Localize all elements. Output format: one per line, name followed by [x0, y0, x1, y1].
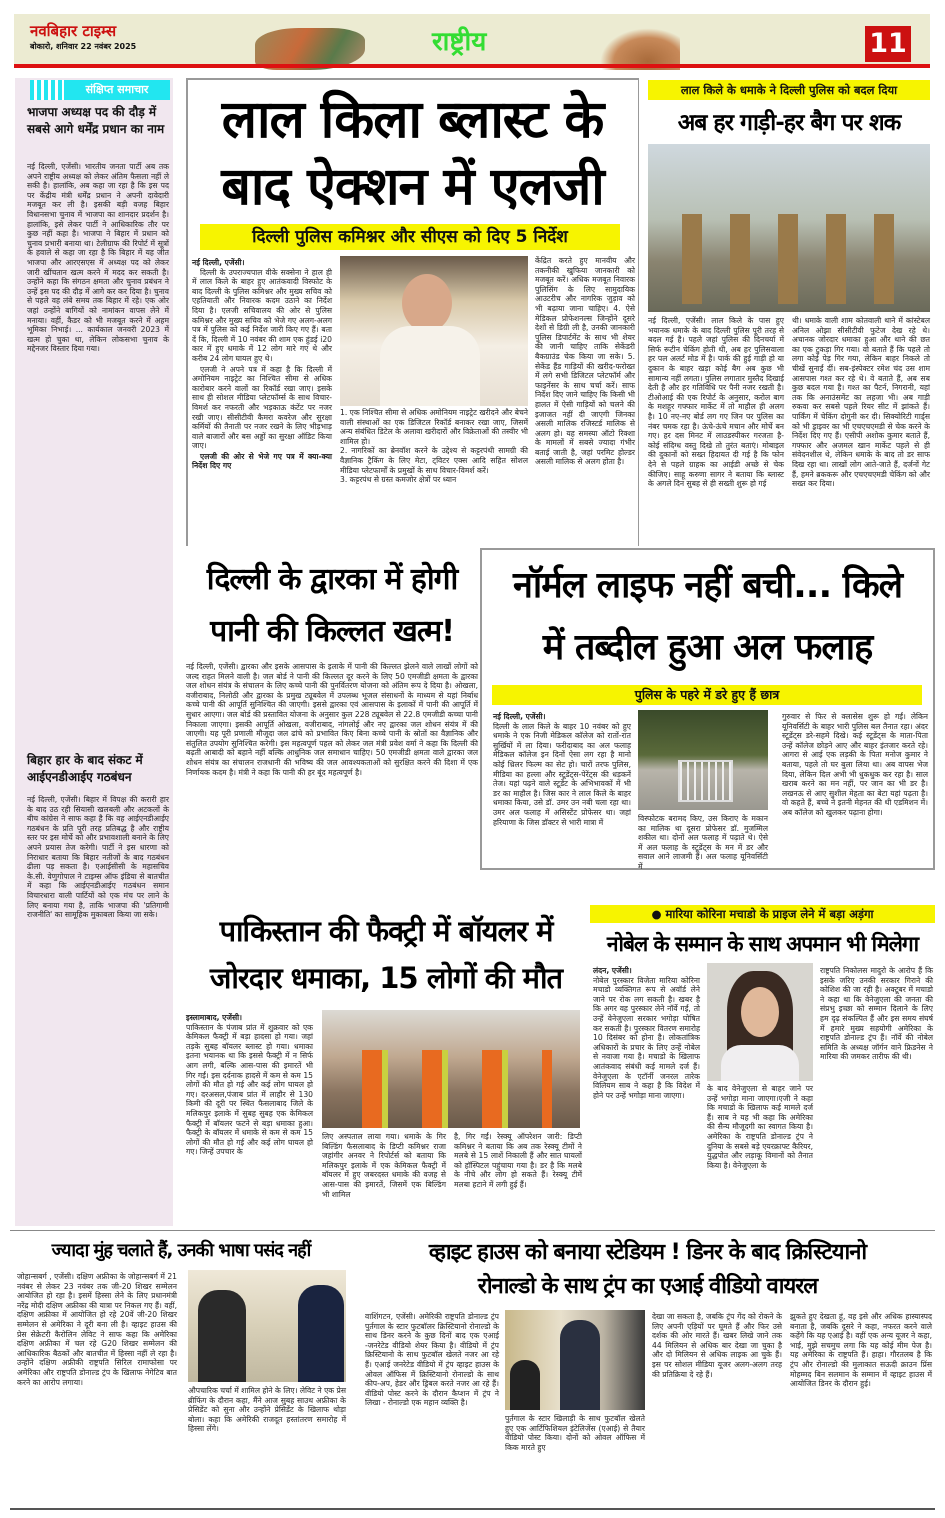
briefs-label: संक्षिप्त समाचार: [64, 80, 170, 100]
nobel-body-col3: राष्ट्रपति निकोलस मादुरो के आरोप हैं कि इसके जरिए उनकी सरकार गिराने की कोशिश की जा रही है। अक्टूबर में मचाडो ने कहा था कि वेनेजुएला की जनता की संप्रभु इच्छा को सम्मान दिलाने के लिए हम दृढ़ संकल्पित हैं और इस समय संघर्ष में हमारे मुख्य सहयोगी अमेरिका के राष्ट्रपति डोनाल्ड ट्रंप हैं। नॉर्वे की नोबेल समिति के अध्यक्ष जॉर्गन वाने फ्रिडनेस ने मारिया की जमकर तारीफ की थी।: [820, 966, 933, 1062]
alfalah-body-col3: गुरुवार से फिर से क्लासेस शुरू हो गईं। लेकिन यूनिवर्सिटी के बाहर भारी पुलिस बल तैनात रहा। अंदर स्टूडेंट्स डरे-सहमे दिखे। कई स्टूडेंट्स के माता-पिता उन्हें कॉलेज छोड़ने आए और बाहर इंतजार करते रहे। आगरा से आई एक लड़की के पिता मनोज कुमार ने बताया, पहले तो घर बुला लिया था। अब वापस भेज दिया, लेकिन दिल अभी भी धुकधुक कर रहा है। साल खराब करने का मन नहीं, पर जान का भी डर है। लखनऊ से आए सुशील मेहता का बेटा यहां पढ़ता है। वो कहते हैं, बच्चे ने इतनी मेहनत की थी एडमिशन में। अब कॉलेज को खुलकर पढ़ाना होगा।: [782, 712, 928, 817]
police-kicker: लाल किले के धमाके ने दिल्ली पुलिस को बदल दिया: [648, 80, 930, 100]
dateline: बोकारो, शनिवार 22 नवंबर 2025: [30, 42, 137, 51]
ronaldo-figure: [510, 1360, 540, 1410]
alfalah-subhead: पुलिस के पहरे में डरे हुए हैं छात्र: [492, 685, 922, 705]
ronaldo-body-col2: देखा जा सकता है, जबकि ट्रंप गेंद को रोकने के लिए अपनी एड़ियों पर घूमते हैं और फिर उसे दर्शक की ओर मारते हैं। खबर लिखे जाने तक 44 मिलियन से अधिक बार देखा जा चुका है और दो मिलियन से अधिक लाइक आ चुके हैं। इस पर सोशल मीडिया यूजर अलग-अलग तरह की प्रतिक्रिया दे रहे हैं।: [652, 1312, 782, 1379]
pakistan-headline: पाकिस्तान की फैक्ट्री में बॉयलर में: [219, 914, 553, 948]
ramaphosa-trump-photo: [188, 1270, 346, 1382]
page-number: 11: [865, 26, 911, 62]
page-bottom-rule: [10, 1508, 935, 1510]
instruction-item: 1. एक निश्चित सीमा से अधिक अमोनियम नाइट्रेट खरीदने और बेचने वाली संस्थाओं का एक डिजिटल रिकॉर्ड बनाकर रखा जाए, जिसमें अन्य संबंधित डिटेल के अलावा खरीदारों और विक्रेताओं की तस्वीर भी शामिल हो।: [340, 408, 528, 446]
police-officers: [668, 214, 908, 304]
lalkila-instructions: [340, 408, 528, 550]
blouse: [721, 1045, 799, 1081]
face: [741, 987, 779, 1037]
lalkila-headline-2: बाद ऐक्शन में एलजी: [221, 157, 604, 217]
nobel-kicker-text: मारिया कोरिना मचाडो के प्राइज लेने में बड़ा अड़ंगा: [665, 907, 874, 921]
bullet-icon: ●: [651, 907, 666, 921]
nobel-body-col1: [593, 966, 700, 1224]
jacket: [380, 326, 480, 406]
paragraph: पाकिस्तान के पंजाब प्रांत में शुक्रवार को एक केमिकल फैक्ट्री में बड़ा हादसा हो गया। जहां तड़के सुबह बॉयलर ब्लास्ट हो गया। धमाका इतना भयानक था कि इससे फैक्ट्री में न सिर्फ आग लगी, बल्कि आस-पास की इमारतें भी गिर गईं। इस दर्दनाक हादसे में कम से कम 15 लोगों की मौत हो गई और कई लोग घायल हो गए। दरअसल,पंजाब प्रांत में लाहौर से 130 किमी की दूरी पर स्थित फैसलाबाद जिले के मलिकपुर इलाके में सुबह सुबह एक केमिकल फैक्ट्री में बॉयलर फटने से बड़ा धमाका हुआ। फैक्ट्री के बॉयलर में धमाके से कम से कम 15 लोगों की मौत हो गई और कई लोग घायल हो गए। जिन्हें उपचार के: [186, 1022, 313, 1157]
person-right: [298, 1285, 344, 1382]
rescue-workers: [352, 1050, 552, 1128]
section-divider: [10, 1230, 935, 1231]
paragraph: नोबेल पुरस्कार विजेता मारिया कोरिना मचाडो व्यक्तिगत रूप से अवॉर्ड लेने जाने पर रोक लग सकती है। खबर है कि अगर वह पुरस्कार लेने नॉर्वे गईं, तो उन्हें वेनेजुएला सरकार भगोड़ा घोषित कर सकती है। पुरस्कार वितरण समारोह 10 दिसंबर को होना है। लोकतांत्रिक अधिकारों के प्रचार के लिए उन्हें नोबेल से नवाजा गया है। मचाडो के खिलाफ आतंकवाद संबंधी कई मामले दर्ज हैं। वेनेजुएला के एटॉर्नी जनरल तारेक विलियम साब ने कहा है कि विदेश में होने पर उन्हें भगोड़ा माना जाएगा।: [593, 975, 700, 1100]
paragraph: एलजी की ओर से भेजे गए पत्र में क्या-क्या निर्देश दिए गए: [192, 451, 332, 471]
pakistan-body-col3: है, गिर गईं। रेस्क्यू ऑपरेशन जारी: डिप्टी कमिश्नर ने बताया कि अब तक रेस्क्यू टीमों ने मलबे से 15 लाशें निकाली हैं और सात घायलों को हॉस्पिटल पहुंचाया गया है। डर है कि मलबे के नीचे और लोग हो सकते हैं। रेस्क्यू टीमें मलबा हटाने में लगी हुई हैं।: [454, 1132, 582, 1189]
pakistan-dateline: इस्लामाबाद, एजेंसी।: [186, 1013, 242, 1022]
police-checking-photo: [648, 144, 930, 312]
trump-ronaldo-ai-video-still: [505, 1310, 645, 1410]
face: [402, 274, 452, 332]
dwarka-headline: दिल्ली के द्वारका में होगी: [206, 562, 458, 597]
safrica-body-col1: जोहान्सबर्ग , एजेंसी। दक्षिण अफ्रीका के जोहान्सबर्ग में 21 नवंबर से लेकर 23 नवंबर तक जी-20 शिखर सम्मेलन आयोजित हो रहा है। इसमें हिस्सा लेने के लिए प्रधानमंत्री नरेंद्र मोदी दक्षिण अफ्रीका की यात्रा पर निकल गए हैं। वहीं, दक्षिण अफ्रीका में आयोजित हो रहे 20वें जी-20 शिखर सम्मेलन से अमेरिका ने दूरी बना ली है। व्हाइट हाउस की प्रेस सेक्रेटरी कैरोलिन लेविट ने साफ कहा कि अमेरिका दक्षिण अफ्रीका में चल रहे G20 शिखर सम्मेलन की आधिकारिक बैठकों और बातचीत में हिस्सा नहीं ले रहा है। उन्होंने दक्षिण अफ्रीकी राष्ट्रपति सिरिल रामाफोसा पर अमेरिका और राष्ट्रपति डोनाल्ड ट्रंप के खिलाफ नेगेटिव बात करने का आरोप लगाया।: [17, 1272, 177, 1387]
machado-photo: [707, 963, 813, 1081]
paragraph: दिल्ली के लाल किले के बाहर 10 नवंबर को हुए धमाके ने एक निजी मेडिकल कॉलेज को रातों-रात सुर्खियों में ला दिया। फरीदाबाद का अल फलाह मेडिकल कॉलेज इन दिनों ऐसा लग रहा है मानो कोई थ्रिलर फिल्म का सेट हो। चारों तरफ पुलिस, मीडिया का हल्ला और स्टूडेंट्स-पेरेंट्स की धड़कनें तेज। यहां पढ़ने वाले स्टूडेंट के अभिभावकों में भी डर का माहौल है। जिस कार ने लाल किले के बाहर धमाका किया, उसे डॉ. उमर उन नबी चला रहा था। उमर अल फलाह में असिस्टेंट प्रोफेसर था। जहां हरियाणा के जिस डॉक्टर से भारी मात्रा में: [493, 721, 631, 827]
lalkila-subhead: दिल्ली पुलिस कमिश्नर और सीएस को दिए 5 निर्देश: [200, 224, 620, 250]
police-headline: अब हर गाड़ी-हर बैग पर शक: [677, 110, 901, 136]
alfalah-dateline: नई दिल्ली, एजेंसी।: [493, 712, 546, 721]
pakistan-headline-2: जोरदार धमाका, 15 लोगों की मौत: [209, 961, 563, 995]
dwarka-body: नई दिल्ली, एजेंसी। द्वारका और इसके आसपास के इलाके में पानी की किल्लत झेलने वाले लाखों लोगों को जल्द राहत मिलने वाली है। जल बोर्ड ने पानी की किल्लत दूर करने के लिए 50 एमजीडी क्षमता के द्वारका जल शोधन संयंत्र के संचालन के लिए कच्चे पानी की पुनर्वितरण योजना को अंतिम रूप दे दिया है। ओखला, वजीराबाद, निलोठी और द्वारका के प्रमुख ट्यूबवेल में उपलब्ध भूजल संसाधनों के माध्यम से यहां निर्बाध कच्चे पानी की आपूर्ति सुनिश्चित की जाएगी। इससे द्वारका एवं आसपास के इलाकों में पानी की आपूर्ति में सुधार आएगा। जल बोर्ड की प्रस्तावित योजना के अनुसार कुल 228 ट्यूबवेल से 22.8 एमजीडी कच्चा पानी निकाला जाएगा। इसकी आपूर्ति ओखला, वजीराबाद, नांगलोई और नए द्वारका जल शोधन संयंत्र में की जाएगी। यह पूरी प्रणाली मौजूदा जल ढांचे को प्रभावित किए बिना कच्चे पानी के स्रोतों का वैज्ञानिक और संतुलित उपयोग सुनिश्चित करेगी। इस महत्वपूर्ण पहल को लेकर जल मंत्री प्रवेश वर्मा ने कहा कि दिल्ली की बढ़ती आबादी को बहाने नहीं बल्कि आधुनिक जल समाधान चाहिए। 50 एमजीडी क्षमता वाले द्वारका जल शोधन संयंत्र का संचालन राजधानी की भविष्य की जल आवश्यकताओं को सुरक्षित करने की दिशा में एक निर्णायक कदम है। मंत्री ने कहा कि पानी की हर बूंद महत्वपूर्ण है।: [186, 662, 478, 777]
dwarka-headline-2: पानी की किल्लत खत्म!: [210, 614, 454, 649]
brief-body: नई दिल्ली, एजेंसी। भारतीय जनता पार्टी अब तक अपने राष्ट्रीय अध्यक्ष को लेकर अंतिम फैसला नहीं ले सकी है। हालांकि, अब कहा जा रहा है कि इस पद पर केंद्रीय मंत्री धर्मेंद्र प्रधान ने अपनी दावेदारी मजबूत कर ली है। इसकी बड़ी वजह बिहार विधानसभा चुनाव में भाजपा का शानदार प्रदर्शन है। हालांकि, इसे लेकर पार्टी ने आधिकारिक तौर पर कुछ नहीं कहा है। भाजपा ने बिहार में प्रधान को चुनाव प्रभारी बनाया था। टेलीग्राफ की रिपोर्ट में सूत्रों के हवाले से कहा जा रहा है कि बिहार में यह जीत भाजपा और आरएसएस में अध्यक्ष पद को लेकर जारी खींचतान खत्म करने में मदद कर सकती है। उन्होंने कहा कि संगठन क्षमता और चुनाव प्रबंधन ने उन्हें इस पद की दौड़ में आगे कर कर दिया है। चुनाव से पहले वह लंबे समय तक बिहार में रहे। एक ओर जहां उन्होंने बागियों को नामांकन वापस लेने में मनाया। वहीं, कैडर को भी मजबूत करने में अहम भूमिका निभाई। ... कार्यकाल जनवरी 2023 में खत्म हो चुका था, लेकिन लोकसभा चुनाव के मद्देनजर विस्तार दिया गया।: [27, 162, 169, 354]
lg-saxena-photo: [340, 256, 528, 406]
instruction-item: 3. कट्टरपंथ से ग्रस्त कमजोर क्षेत्रों पर ध्यान: [340, 475, 457, 485]
paragraph: दिल्ली के उपराज्यपाल वीके सक्सेना ने हाल ही में लाल किले के बाहर हुए आतंकवादी विस्फोट के बाद दिल्ली के पुलिस कमिश्नर और मुख्य सचिव को एहतियाती और निवारक कदम उठाने का निर्देश दिया है। एलजी सचिवालय की ओर से पुलिस कमिश्नर और मुख्य सचिव को भेजे गए अलग-अलग पत्र में पुलिस को कई निर्देश जारी किए गए हैं। बता दें कि, दिल्ली में 10 नवंबर की शाम एक हुंडई i20 कार में हुए धमाके में 12 लोग मारे गए थे और करीब 24 लोग घायल हुए थे।: [192, 267, 332, 363]
police-body-col2: थी। धमाके वाली शाम कोतवाली थाने में कांस्टेबल अनिल ओझा सीसीटीवी फुटेज देख रहे थे। अचानक जोरदार धमाका हुआ और थाने की छत का एक टुकड़ा गिर गया। वो बताते हैं कि पहले तो लगा कोई पेड़ गिर गया, लेकिन बाहर निकले तो चीखें सुनाईं दीं। सब-इंस्पेक्टर रमेश चंद उस शाम आसपास गश्त कर रहे थे। वे बताते हैं, अब सब कुछ बदल गया है। गश्त का पैटर्न, निगरानी, यहां तक कि अनाउंसमेंट का लहजा भी। अब गाड़ी रुकवा कर सबसे पहले रियर सीट में झांकते हैं। पार्किंग में चेकिंग दोगुनी कर दी। सिक्योरिटी गार्ड्स को भी ड्राइवर का भी एचएचएमडी से चेक करने के निर्देश दिए गए हैं। एसीपी अशोक कुमार बताते हैं, गफ्फार और अजमल खान मार्केट पहले से ही संवेदनशील थे, लेकिन धमाके के बाद तो डर साफ दिख रहा था। लाखों लोग आते-जाते हैं, दर्जनों गेट हैं, हमने ब्रककरू और एचएचएमडी चेकिंग को और सख्त कर दिया।: [792, 316, 930, 489]
pakistan-body-col2: लिए अस्पताल लाया गया। धमाके के गिर बिल्डिंग फैसलाबाद के डिप्टी कमिश्नर राजा जहांगीर अनवर ने रिपोर्टर्स को बताया कि मलिकपुर इलाके में एक केमिकल फैक्ट्री में बॉयलर में हुए जबरदस्त धमाके की वजह से आस-पास की इमारतें, जिसमें एक बिल्डिंग भी शामिल: [322, 1132, 446, 1199]
ronaldo-body-col3: झुकते हुए देखता हूं, वह इसे और अधिक हास्यास्पद बनाता है, जबकि दूसरे ने कहा, नफरत करने वाले कहेंगे कि यह एआई है। वहीं एक अन्य यूजर ने कहा, भाई, मुझे सचमुच लगा कि यह कोई मीम पेज है। यह अमेरिका के राष्ट्रपति हैं। हाहा। गौरतलब है कि ट्रंप और रोनाल्डो की मुलाकात सऊदी क्राउन प्रिंस मोहम्मद बिन सलमान के सम्मान में व्हाइट हाउस में आयोजित डिनर के दौरान हुई।: [790, 1312, 932, 1389]
brief-headline: भाजपा अध्यक्ष पद की दौड़ में सबसे आगे धर्मेंद्र प्रधान का नाम: [27, 105, 165, 136]
briefs-bars: [30, 80, 64, 100]
lalkila-headline: लाल किला ब्लास्ट के: [221, 90, 604, 150]
nobel-kicker: [590, 905, 935, 923]
factory-rescue-photo: [322, 1010, 580, 1128]
section-title: राष्ट्रीय: [432, 27, 487, 57]
ronaldo-headline-2: रोनाल्डो के साथ ट्रंप का एआई वीडियो वायरल: [477, 1274, 818, 1299]
brief-body: नई दिल्ली, एजेंसी। बिहार में विपक्ष की करारी हार के बाद उठ रही सियासी खलबली और अटकलों के बीच कांग्रेस ने साफ कहा है कि वह आईएनडीआईए गठबंधन के प्रति पूरी तरह प्रतिबद्ध है और राष्ट्रीय स्तर पर इस मोर्चे को और प्रभावशाली बनाने के लिए अपने प्रयास तेज करेगी। पार्टी ने इस धारणा को निराधार बताया कि बिहार नतीजों के बाद गठबंधन ढीला पड़ सकता है। एआईसीसी के महासचिव के.सी. वेणुगोपाल ने टाइम्स ऑफ इंडिया से बातचीत में कहा कि आईएनडीआईए गठबंधन समान विचारधारा वाली पार्टियों को एक मंच पर लाने के लिए बनाया गया है, ताकि भाजपा की 'प्रतिगामी राजनीति' का सामूहिक मुकाबला किया जा सके।: [27, 795, 169, 920]
ronaldo-body-col1: वाशिंगटन, एजेंसी। अमेरिकी राष्ट्रपति डोनाल्ड ट्रंप पुर्तगाल के स्टार फुटबॉलर क्रिस्टियानो रोनाल्डो के साथ डिनर करने के कुछ दिनों बाद एक एआई -जनरेटेड वीडियो शेयर किया है। वीडियो में ट्रंप क्रिस्टियानो के साथ फुटबॉल खेलते नजर आ रहे हैं। एआई जनरेटेड वीडियो में ट्रंप व्हाइट हाउस के ओवल ऑफिस में क्रिस्टियानो रोनाल्डो के साथ कीप-अप, हेडर और ड्रिबल करते नजर आ रहे हैं। वीडियो पोस्ट करने के दौरान कैप्शन में ट्रंप ने लिखा - रोनाल्डो एक महान व्यक्ति है।: [365, 1312, 499, 1408]
nobel-body-col2: के बाद वेनेजुएला से बाहर जाने पर उन्हें भगोड़ा माना जाएगा।एजी ने कहा कि मचाडो के खिलाफ कई मामले दर्ज हैं। साब ने यह भी कहा कि अमेरिका की सैन्य मौजूदगी का स्वागत किया है। अमेरिका के राष्ट्रपति डोनाल्ड ट्रंप ने दुनिया के सबसे बड़े एयरक्राफ्ट कैरियर, युद्धपोत और लड़ाकू विमानों को तैनात किया है। वेनेजुएला के: [707, 1084, 813, 1170]
masthead-rule: [14, 64, 930, 68]
alfalah-gate-photo: [638, 710, 768, 810]
instruction-item: 2. नागरिकों का ब्रेनवॉश करने के उद्देश्य से कट्टरपंथी सामग्री की वैज्ञानिक ट्रैकिंग के लिए मेटा, ट्विटर एक्स आदि सहित सोशल मीडिया प्लेटफार्मों के प्रमुखों के साथ विचार-विमर्श करें।: [340, 446, 528, 475]
alfalah-body-col2: विस्फोटक बरामद किए, उस किराए के मकान का मालिक था दूसरा प्रोफेसर डॉ. मुजम्मिल शकील था। दोनों अल फलाह में पढ़ाते थे। ऐसे में अल फलाह के स्टूडेंट्स के मन में डर और सवाल आने लाजमी हैं। अल फलाह यूनिवर्सिटी में: [638, 814, 768, 871]
brief-headline: बिहार हार के बाद संकट में आईएनडीआईए गठबंधन: [27, 753, 143, 784]
ronaldo-photo-caption: पुर्तगाल के स्टार खिलाड़ी के साथ फुटबॉल खेलते हुए एक आर्टिफिशियल इंटेलिजेंस (एआई) से तैयार वीडियो पोस्ट किया। दोनों को ओवल ऑफिस में किक मारते हुए: [505, 1414, 645, 1452]
safrica-headline: ज्यादा मुंह चलाते हैं, उनकी भाषा पसंद नहीं: [51, 1240, 311, 1261]
newspaper-name: नवबिहार टाइम्स: [30, 22, 117, 40]
pakistan-body-col1: [186, 1013, 313, 1225]
nobel-dateline: लंदन, एजेंसी।: [593, 966, 632, 975]
alfalah-headline: नॉर्मल लाइफ नहीं बची... किले: [512, 565, 903, 606]
person-left: [198, 1290, 246, 1382]
gate: [678, 760, 733, 802]
alfalah-body-col1: [493, 712, 631, 864]
paragraph: एलजी ने अपने पत्र में कहा है कि दिल्ली में अमोनियम नाइट्रेट का निश्चित सीमा से अधिक कारोबार करने वालों का रिकॉर्ड रखा जाए। इसके साथ ही सोशल मीडिया प्लेटफॉर्म्स के साथ विचार-विमर्श कर नफरती और भड़काऊ कंटेंट पर नजर रखी जाए। सीसीटीवी कैमरा कवरेज और सुरक्षा कर्मियों की तैनाती पर नजर रखने के लिए भीड़भाड़ वाले बाजारों और बस अड्डों का सुरक्षा ऑडिट किया जाए।: [192, 364, 332, 451]
trump-figure: [560, 1320, 600, 1410]
lalkila-body-col3: केंद्रित करते हुए मानवीय और तकनीकी खुफिया जानकारी को मजबूत करें। अधिक मजबूत निवारक पुलिसिंग के लिए सामुदायिक आउटरीच और नागरिक जुड़ाव को भी बढ़ाया जाना चाहिए। 4. ऐसे मेडिकल प्रोफेशनल्स जिन्होंने दूसरे देशों से डिग्री ली है, उनकी जानकारी पुलिस डिपार्टमेंट के साथ भी शेयर की जानी चाहिए ताकि सेकेंडरी बैकग्राउंड चेक किया जा सके। 5. सेकेंड हैंड गाड़ियों की खरीद-फरोख्त में लगे सभी डिजिटल प्लेटफॉर्म और फाइनेंसर के साथ चर्चा करें। साफ निर्देश दिए जाने चाहिए कि किसी भी हालत में ऐसी गाड़ियों को चलने की इजाजत नहीं दी जाएगी जिनका असली मालिक रजिस्टर्ड मालिक से अलग हो। यह समस्या ऑटो रिक्शा के मामलों में सबसे ज्यादा गंभीर बताई जाती है, जहां परमिट होल्डर असली मालिक से अलग होता है।: [535, 256, 635, 467]
police-body-col1: नई दिल्ली, एजेंसी। लाल किले के पास हुए भयानक धमाके के बाद दिल्ली पुलिस पूरी तरह से बदल गई है। पहले जहां पुलिस की दिनचर्या में सिर्फ रूटीन चेकिंग होती थी, अब हर पुलिसवाला हर पल अलर्ट मोड में है। पार्क की हुई गाड़ी हो या दुकान के बाहर खड़ा कोई बैग अब कुछ भी सामान्य नहीं लगता। पुलिस लगातार मुस्तैद दिखाई देती है और हर गतिविधि पर पैनी नजर रखती है। टीओआई की एक रिपोर्ट के अनुसार, करोल बाग के मशहूर गफ्फार मार्केट में तो माहौल ही अलग है। 10 नए-नए बोर्ड लग गए जिन पर पुलिस का नंबर चमक रहा है। ऊंचे-ऊंचे मचान और मोर्चे बन गए। हर दस मिनट में लाउडस्पीकर गरजता है- कोई संदिग्ध वस्तु दिखे तो तुरंत बताएं। मोबाइल की दुकानों को सख्त हिदायत दी गई है कि फोन देने से पहले ग्राहक का आईडी अच्छे से चेक कीजिए। साहू करुणा सागर ने बताया कि ब्लास्ट के अगले दिन सुबह से ही सख्ती शुरू हो गई: [648, 316, 784, 489]
safrica-body-col2: औपचारिक चर्चा में शामिल होने के लिए। लेविट ने एक प्रेस ब्रीफिंग के दौरान कहा, मैंने आज सुबह साउथ अफ्रीका के प्रेसिडेंट को सुना और उन्होंने प्रेसिडेंट के खिलाफ थोड़ा बोला। कहा कि अमेरिकी राजदूत हस्तांतरण समारोह में हिस्सा लेंगे।: [188, 1386, 346, 1434]
ronaldo-headline: व्हाइट हाउस को बनाया स्टेडियम ! डिनर के बाद क्रिस्टियानो: [428, 1240, 867, 1265]
lalkila-dateline: नई दिल्ली, एजेंसी।: [192, 258, 245, 267]
lalkila-body-col1: [192, 258, 332, 550]
alfalah-headline-2: में तब्दील हुआ अल फलाह: [542, 627, 873, 668]
nobel-headline: नोबेल के सम्मान के साथ अपमान भी मिलेगा: [606, 932, 919, 956]
